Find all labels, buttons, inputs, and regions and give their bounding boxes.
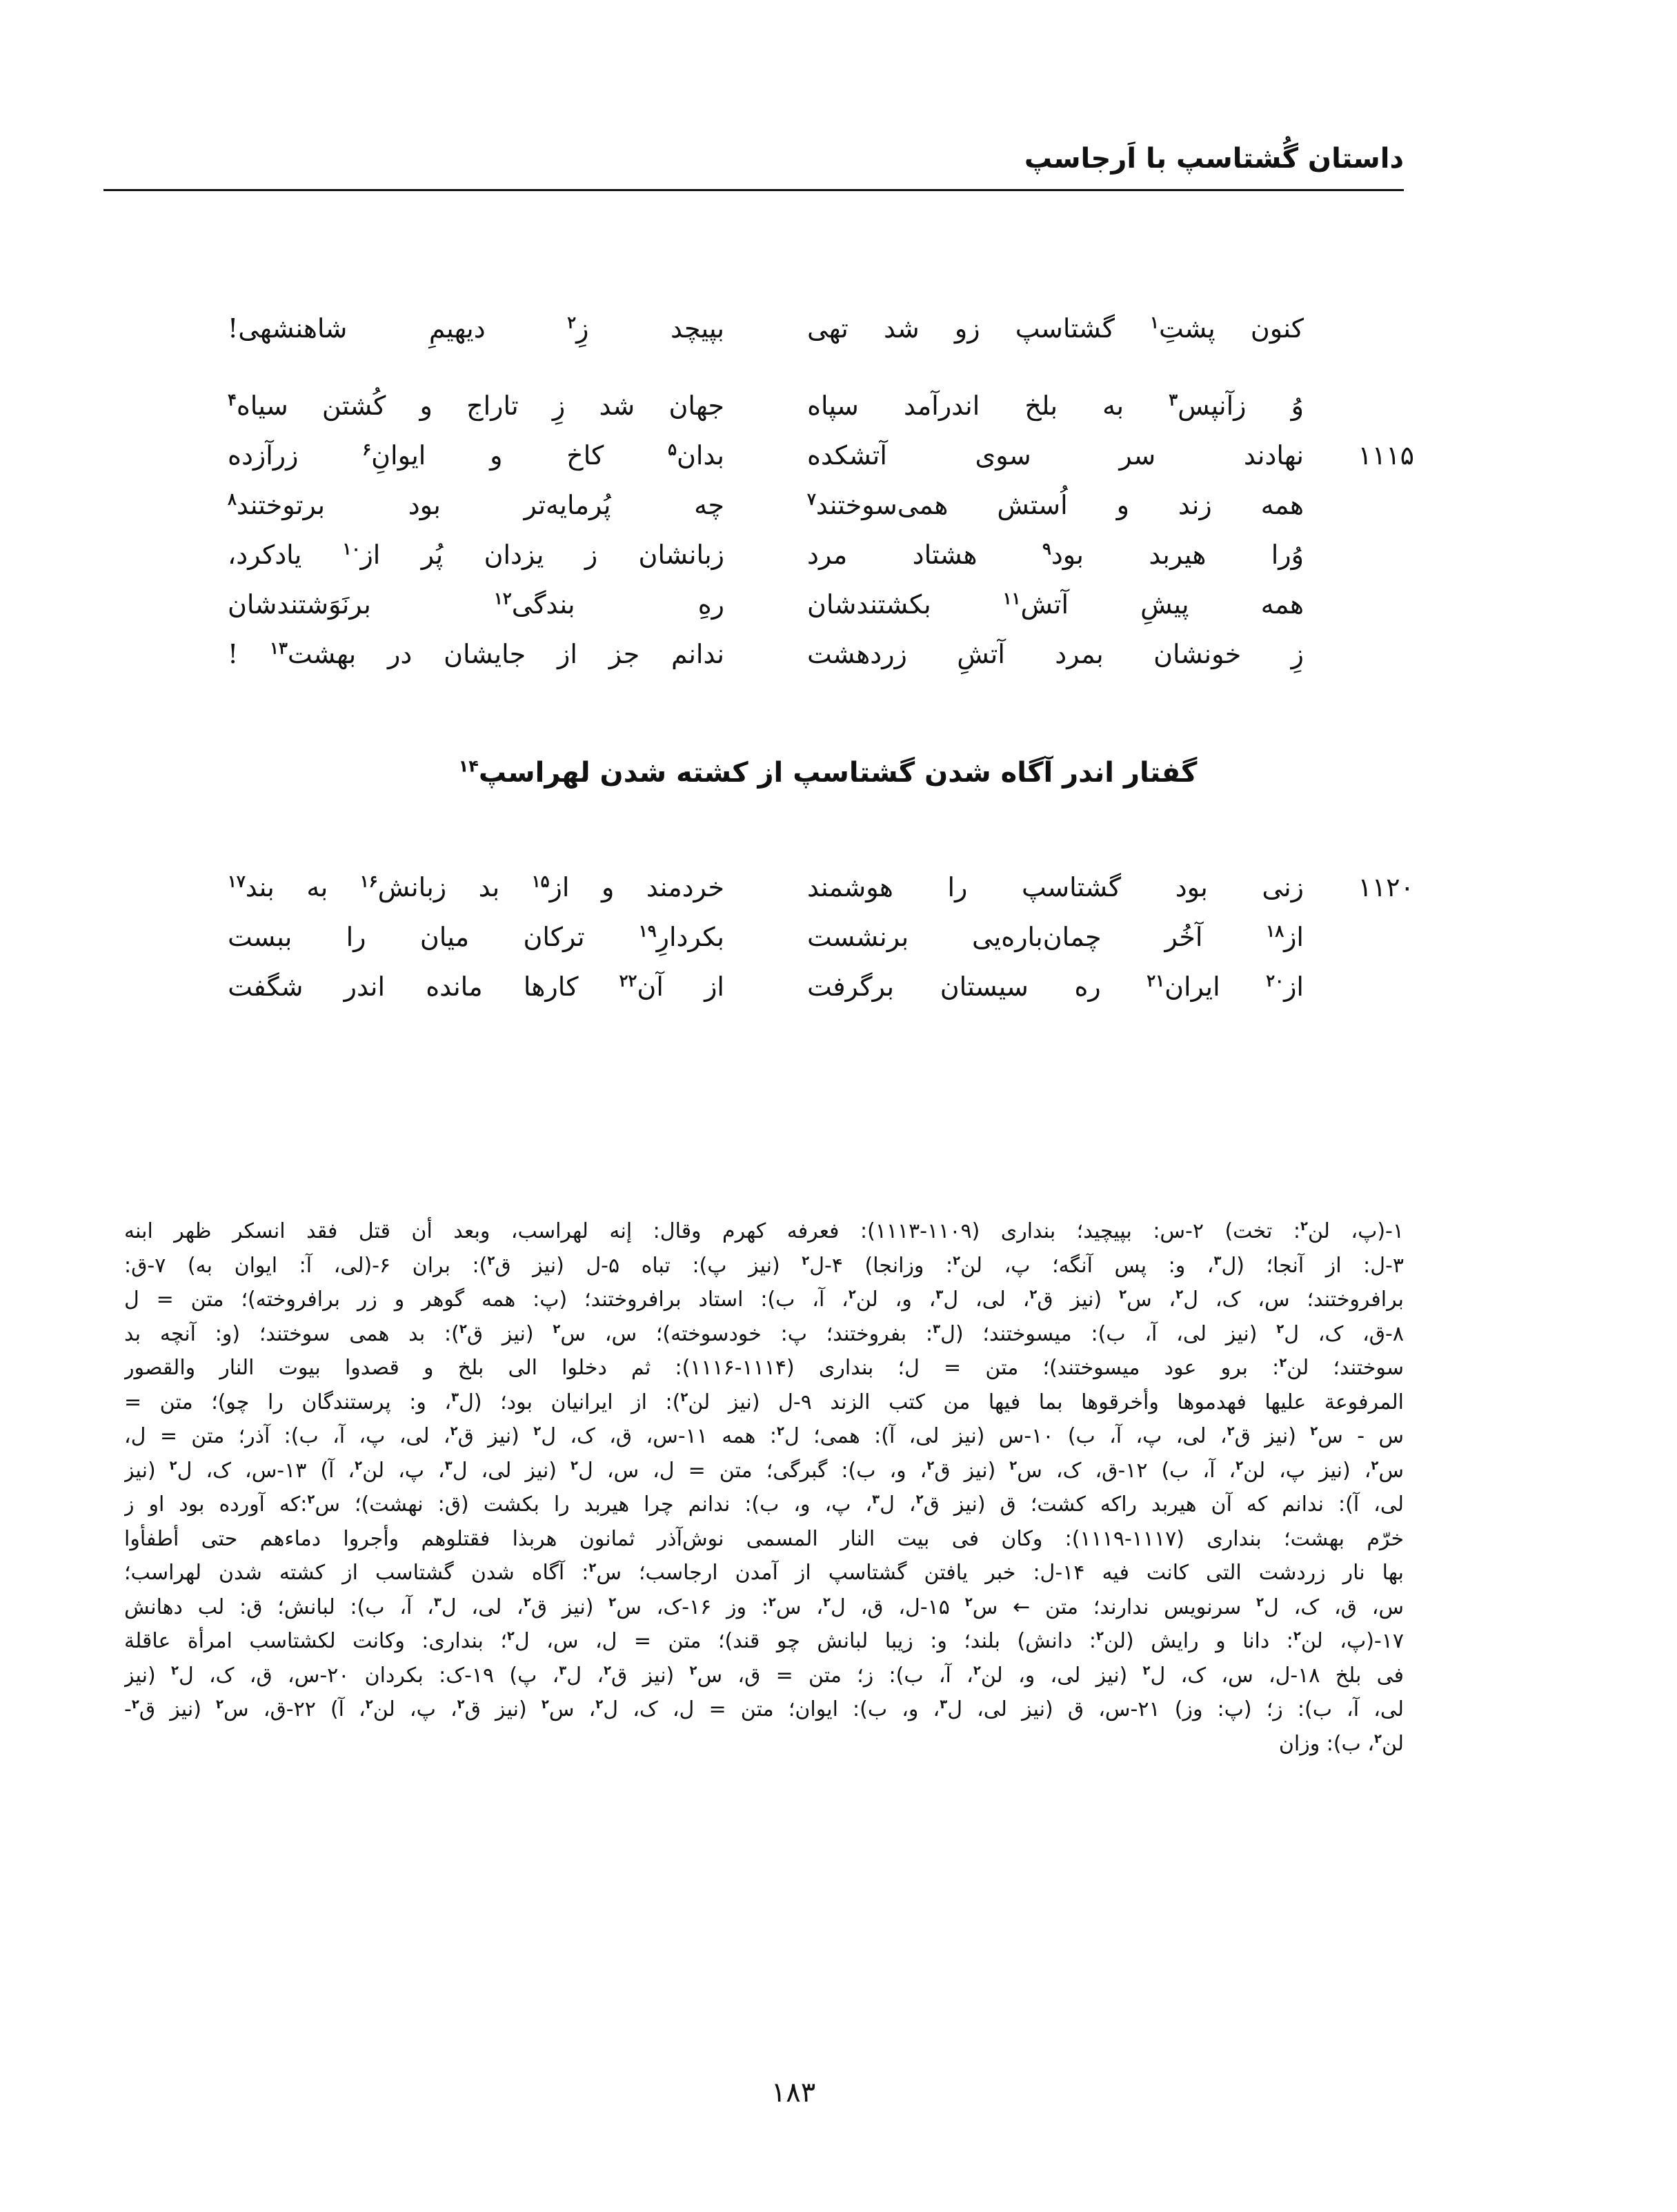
verse-word: ایران$^{۲۱}$ (1147, 970, 1220, 1002)
footnote-ref[interactable]: ۱ (1150, 312, 1159, 333)
manuscript-index: ۲ (823, 1594, 831, 1610)
verse-word: جهان (668, 391, 724, 421)
verse-word: بکردارِ$^{۱۹}$ (638, 920, 724, 952)
verse-word: سیاه$^۴$ (228, 389, 288, 421)
running-head (103, 138, 1404, 191)
verse-word: و (601, 872, 615, 902)
manuscript-index: ۲ (307, 1492, 315, 1507)
hemistich-second (228, 480, 724, 530)
verse-word: و (1116, 490, 1129, 520)
verse-line (228, 304, 1304, 353)
verse-word: در (388, 639, 413, 669)
verse-word: بود (408, 490, 441, 520)
verse-word: یزدان (484, 540, 544, 570)
footnote-ref[interactable]: ۹ (1042, 538, 1051, 559)
verse-word: برگرفت (807, 971, 895, 1002)
manuscript-index: ۲ (570, 1458, 579, 1473)
verse-word: پشتِ$^۱$ (1150, 312, 1215, 344)
footnote-ref[interactable]: ۷ (807, 488, 816, 509)
manuscript-index: ۲ (1293, 1629, 1301, 1643)
verse-word: اندرآمد (903, 391, 980, 421)
footnote-line: بها نار زردشت التی کانت فیه ۱۴-ل: خبر یافتن گشتاسپ از آمدن ارجاسب؛ س$^۲$: آگاه شدن گشتاسب از کشته شدن لهراسب؛ (124, 1561, 1404, 1585)
manuscript-index: ۲ (1119, 1287, 1127, 1302)
manuscript-index: ۲ (506, 1629, 515, 1643)
verse-word: وُرا (1271, 540, 1304, 570)
verse-word: میان (419, 922, 470, 952)
hemistich-first (807, 629, 1304, 679)
hemistich-first (807, 381, 1304, 431)
verse-word: برنَوَشتندشان (228, 589, 371, 620)
manuscript-index: ۲ (487, 1253, 495, 1268)
verse-word: بلخ (1024, 391, 1058, 421)
footnote-line: لی، آ): ندانم که آن هیربد راکه کشت؛ ق (نیز ق$^۲$، ل$^۳$، پ، و، ب): ندانم چرا هیربد را بکشت (ق: نهشت)؛ س$^۲$:که آورده بود او ز (124, 1492, 1404, 1517)
manuscript-index: ۲ (776, 1424, 784, 1439)
verse-word: تهی (807, 313, 849, 344)
footnote-line: س - س$^۲$ (نیز ق$^۲$، لی، پ، آ، ب) ۱۰-س (نیز لی، آ): همی؛ ل$^۲$: همه ۱۱-س، ق، ک، ل$^۲$ (نیز ق$^۲$، لی، پ، آ، ب): آذر؛ متن = ل، (124, 1424, 1404, 1448)
verse-line (228, 629, 1304, 679)
verse-word: زِ (552, 391, 566, 421)
manuscript-index: ۲ (1227, 1424, 1235, 1439)
manuscript-index: ۲ (1310, 1424, 1318, 1439)
footnote-ref[interactable]: ۴ (228, 389, 237, 410)
footnote-line: لی، آ، ب): ز؛ (پ: وز) ۲۱-س، ق (نیز لی، ل$^۳$، و، ب): ایوان؛ متن = ل، ک، ل$^۲$، س$^۲$ (نیز ق$^۲$، پ، لن$^۲$، آ) ۲۲-ق، س$^۲$ (نیز ق$^۲$- (124, 1697, 1404, 1721)
verse-word: سیستان (940, 971, 1029, 1002)
verse-word: زردهشت (807, 639, 907, 669)
footnote-ref[interactable]: ۵ (668, 439, 677, 460)
verse-word: برنشست (807, 922, 909, 952)
footnote-line: ۳-ل: از آنجا؛ (ل$^۳$، و: پس آنگه؛ پ، لن$^۲$: وزانجا) ۴-ل$^۲$ (نیز پ): تباه ۵-ل (نیز ق$^۲$): بران ۶-(لی، آ: ایوان به) ۷-ق: (124, 1253, 1404, 1278)
footnote-ref[interactable]: ۲ (567, 312, 577, 333)
verse-word: خونشان (1153, 639, 1242, 669)
footnote-ref[interactable]: ۱۲ (494, 588, 512, 609)
verse-line (228, 381, 1304, 431)
verse-word: ببست (228, 922, 292, 952)
verse-word: خردمند (646, 872, 724, 902)
verse-word: ندانم (671, 639, 724, 669)
hemistich-first (807, 480, 1304, 530)
manuscript-index: ۲ (680, 1390, 688, 1405)
footnote-line: ۱۷-(پ، لن$^۲$: دانا و رایش (لن$^۲$: دانش) بلند؛ و: زیبا لبانش چو قند)؛ متن = ل، س، ل$^۲$؛ بنداری: وکانت لکشتاسب امرأة عاقلة (124, 1629, 1404, 1653)
hemistich-first (807, 304, 1304, 353)
verse-word: جز (608, 639, 640, 669)
verse-word: ز (584, 540, 598, 570)
verse-word: به (1102, 391, 1124, 421)
manuscript-index: ۳ (444, 1458, 453, 1473)
verse-word: جایشان (444, 639, 526, 669)
footnote-ref[interactable]: ۶ (362, 439, 372, 460)
footnote-ref[interactable]: ۸ (228, 488, 237, 509)
verse-number: ۱۱۱۵ (1358, 440, 1414, 471)
hemistich-second (228, 304, 724, 353)
verse-word: بد (478, 872, 500, 902)
verse-word: شد (599, 391, 635, 421)
manuscript-index: ۲ (170, 1663, 179, 1678)
footnote-ref[interactable]: ۱۹ (638, 920, 657, 941)
manuscript-index: ۲ (553, 1321, 561, 1336)
verse-word: بهشت$^{۱۳}$ (270, 638, 357, 669)
manuscript-index: ۲ (595, 1697, 604, 1712)
footnote-line: برافروختند؛ س، ک، ل$^۲$، س$^۲$ (نیز ق$^۲$، لی، ل$^۳$، و، لن$^۲$، آ، ب): استاد برافروختند؛ (پ: همه گوهر و زر برافروخته)؛ متن = ل (124, 1287, 1404, 1312)
hemistich-second (228, 629, 724, 679)
hemistich-first (807, 431, 1304, 480)
footnote-ref[interactable]: ۱۳ (270, 638, 288, 658)
page-number: ۱۸۳ (771, 2077, 816, 2109)
footnote-ref[interactable]: ۱۰ (342, 538, 361, 559)
manuscript-index: ۲ (964, 1594, 973, 1610)
verse-word: زند (1178, 490, 1212, 520)
hemistich-second (228, 912, 724, 962)
hemistich-second (228, 962, 724, 1011)
verse-word: رهِ (697, 589, 724, 620)
footnote-line: المرفوعة علیها فهدموها وأخرقوها بما فیها من کتب الزند ۹-ل (نیز لن$^۲$): از ایرانیان بود؛ (ل$^۳$، و: پرستندگان را چو)؛ متن = (124, 1390, 1404, 1414)
verse-word: یادکرد، (228, 540, 302, 570)
footnote-ref[interactable]: ۱۵ (531, 871, 550, 891)
manuscript-index: ۲ (523, 1594, 531, 1610)
verse-word: را (947, 872, 968, 902)
hemistich-second (228, 431, 724, 480)
verse-line (228, 480, 1304, 530)
verse-word: از (704, 971, 724, 1002)
verse-word: کُشتن (321, 391, 386, 421)
manuscript-index: ۲ (1300, 1219, 1308, 1234)
manuscript-index: ۲ (953, 1253, 961, 1268)
verse-word: کنون (1250, 313, 1304, 344)
manuscript-index: ۲ (533, 1424, 542, 1439)
manuscript-index: ۲ (355, 1458, 363, 1473)
verse-word: اندر (344, 971, 386, 1002)
section-heading-text: گفتار اندر آگاه شدن گشتاسپ از کشته شدن لهراسپ (478, 757, 1198, 789)
verse-word: بدان$^۵$ (668, 439, 724, 471)
verse-word: را (346, 922, 366, 952)
verse-word: زِ$^۲$ (567, 312, 589, 344)
verse-word: زنی (1262, 872, 1304, 902)
verse-word: از (557, 639, 577, 669)
footnote-line: لن$^۲$، ب): وزان (1278, 1731, 1404, 1756)
verse-word: سوی (975, 440, 1031, 471)
verse-word: زآنپس$^۳$ (1169, 389, 1247, 421)
verse-word: همه (1260, 490, 1304, 520)
manuscript-index: ۲ (926, 1458, 935, 1473)
hemistich-second (228, 530, 724, 580)
footnote-line: س، ق، ک، ل$^۲$ سرنویس ندارند؛ متن ← س$^۲$ ۱۵-ل، ق، ل$^۲$، س$^۲$: وز ۱۶-ک، س$^۲$ (نیز ق$^۲$، لی، ل$^۳$، آ، ب): لبانش؛ ق: لب دهانش (124, 1594, 1404, 1619)
verse-word: سپاه (807, 391, 859, 421)
verse-word: زو (954, 313, 980, 344)
verse-line (228, 912, 1304, 962)
verse-word: بند$^{۱۷}$ (228, 871, 275, 902)
verse-line (228, 431, 1414, 480)
verse-word: مرد (807, 540, 848, 570)
manuscript-index: ۳ (935, 1287, 944, 1302)
manuscript-index: ۲ (1236, 1458, 1244, 1473)
verse-block-2 (228, 862, 1414, 1011)
manuscript-index: ۲ (1009, 1458, 1018, 1473)
verse-word: هوشمند (807, 872, 893, 902)
verse-word: از$^{۱۸}$ (1266, 920, 1304, 952)
hemistich-second (228, 862, 724, 912)
manuscript-index: ۲ (608, 1594, 617, 1610)
footnotes (124, 1214, 1404, 1761)
manuscript-index: ۲ (689, 1663, 697, 1678)
manuscript-index: ۲ (216, 1697, 224, 1712)
manuscript-index: ۲ (1142, 1663, 1151, 1678)
hemistich-second (228, 580, 724, 629)
verse-word: همه (1260, 589, 1304, 620)
manuscript-index: ۲ (1371, 1458, 1379, 1473)
verse-word: شاهنشهی! (228, 313, 348, 344)
manuscript-index: ۳ (872, 1492, 880, 1507)
manuscript-index: ۲ (973, 1663, 981, 1678)
verse-word: اُستش (997, 490, 1068, 520)
manuscript-index: ۲ (1256, 1594, 1264, 1610)
verse-word: کارها (523, 971, 579, 1002)
footnote-line: س$^۲$، (نیز پ، لن$^۲$، آ، ب) ۱۲-ق، ک، س$^۲$ (نیز ق$^۲$، و، ب): گبرگی؛ متن = ل، س، ل$^۲$ (نیز لی، ل$^۳$، پ، لن$^۲$، آ) ۱۳-س، ک، ل$^۲$ (نیز (124, 1458, 1404, 1483)
verse-word: به (306, 872, 328, 902)
hemistich-first (807, 530, 1304, 580)
verse-word: زرآزده (228, 440, 299, 471)
hemistich-first (807, 580, 1304, 629)
manuscript-index: ۲ (1029, 1287, 1038, 1302)
verse-word: همی‌سوختند$^۷$ (807, 488, 949, 520)
verse-word: ! (228, 639, 239, 669)
manuscript-index: ۲ (169, 1458, 177, 1473)
verse-word: دیهیمِ (428, 313, 486, 344)
verse-word: چمان‌باره‌یی (972, 922, 1102, 952)
section-heading-footnote-ref[interactable]: ۱۴ (458, 756, 479, 776)
verse-word: گشتاسپ (1015, 313, 1115, 344)
verse-word: پُر (421, 540, 444, 570)
verse-number: ۱۱۲۰ (1358, 872, 1414, 902)
hemistich-first (807, 862, 1304, 912)
hemistich-second (228, 381, 724, 431)
verse-word: هیربد (1149, 540, 1207, 570)
verse-word: بود$^۹$ (1042, 538, 1084, 570)
verse-word: از$^{۱۰}$ (342, 538, 381, 570)
manuscript-index: ۳ (933, 1321, 941, 1336)
verse-word: از$^{۲۰}$ (1266, 970, 1304, 1002)
verse-word: ترکان (523, 922, 585, 952)
header-rule (103, 189, 1404, 191)
footnote-line: خرّم بهشت؛ بنداری (۱۱۱۷-۱۱۱۹): وکان فی بیت النار المسمی نوش‌آذر ثمانون هربذا فقتلوهم وأجروا دماءهم حتی أطفأوا (124, 1526, 1404, 1551)
hemistich-first (807, 962, 1304, 1011)
footnote-ref[interactable]: ۱۷ (228, 871, 246, 891)
manuscript-index: ۲ (1175, 1287, 1184, 1302)
verse-word: کاخ (566, 440, 604, 471)
verse-word: شد (883, 313, 920, 344)
verse-word: ره (1074, 971, 1101, 1002)
verse-word: پُرمایه‌تر (524, 490, 611, 520)
verse-word: آتشکده (807, 440, 887, 471)
verse-line (228, 530, 1304, 580)
manuscript-index: ۲ (365, 1697, 373, 1712)
manuscript-index: ۲ (1374, 1731, 1382, 1746)
manuscript-index: ۲ (588, 1561, 597, 1575)
verse-word: بندگی$^{۱۲}$ (494, 588, 575, 620)
verse-word: آخُر (1164, 922, 1203, 952)
manuscript-index: ۳ (940, 1697, 948, 1712)
manuscript-index: ۳ (433, 1594, 441, 1610)
manuscript-index: ۲ (541, 1697, 549, 1712)
verse-word: بپیچد (671, 313, 724, 344)
verse-line (228, 580, 1304, 629)
footnote-line: ۱-(پ، لن$^۲$: تخت) ۲-س: بپیچید؛ بنداری (۱۱۰۹-۱۱۱۳): فعرفه کهرم وقال: إنه لهراسب، وبعد أن قتل فقد انسکر ظهر ابنه (124, 1219, 1404, 1243)
verse-word: شگفت (228, 971, 304, 1002)
footnote-ref[interactable]: ۳ (1169, 389, 1178, 410)
verse-block-1 (228, 304, 1414, 679)
verse-word: تاراج (466, 391, 519, 421)
manuscript-index: ۳ (451, 1390, 459, 1405)
verse-word: برتوختند$^۸$ (228, 488, 326, 520)
verse-word: و (419, 391, 433, 421)
manuscript-index: ۲ (457, 1697, 465, 1712)
verse-word: بمرد (1055, 639, 1104, 669)
verse-word: وُ (1291, 391, 1304, 421)
manuscript-index: ۳ (1213, 1253, 1222, 1268)
verse-word: زِ (1291, 639, 1304, 669)
footnote-line: فی بلخ ۱۸-ل، س، ک، ل$^۲$ (نیز لی، و، لن$^۲$، آ، ب): ز؛ متن = ق، س$^۲$ (نیز ق$^۲$، ل$^۳$، پ) ۱۹-ک: بکردان ۲۰-س، ق، ک، ل$^۲$ (نیز (124, 1663, 1404, 1688)
verse-word: گشتاسپ (1021, 872, 1122, 902)
verse-word: زبانشان (638, 540, 724, 570)
manuscript-index: ۳ (559, 1663, 567, 1678)
verse-word: و (490, 440, 503, 471)
footnote-ref[interactable]: ۱۸ (1266, 920, 1284, 941)
verse-word: آتش$^{۱۱}$ (1002, 588, 1069, 620)
verse-line (228, 862, 1414, 912)
manuscript-index: ۲ (604, 1663, 612, 1678)
manuscript-index: ۲ (1276, 1321, 1284, 1336)
running-head-title: داستان گُشتاسپ با اَرجاسپ (1024, 143, 1404, 175)
manuscript-index: ۲ (848, 1287, 856, 1302)
verse-word: بود (1175, 872, 1208, 902)
verse-word: هشتاد (912, 540, 978, 570)
manuscript-index: ۲ (768, 1594, 776, 1610)
verse-word: آتشِ (957, 639, 1005, 669)
manuscript-index: ۲ (1096, 1629, 1104, 1643)
verse-word: پیشِ (1140, 589, 1189, 620)
manuscript-index: ۲ (450, 1424, 458, 1439)
verse-line (228, 962, 1304, 1011)
verse-word: مانده (426, 971, 483, 1002)
footnote-ref[interactable]: ۲۰ (1266, 970, 1284, 991)
verse-word: آن$^{۲۲}$ (619, 970, 664, 1002)
footnote-ref[interactable]: ۱۶ (359, 871, 378, 891)
footnote-ref[interactable]: ۲۱ (1147, 970, 1165, 991)
verse-word: سر (1119, 440, 1156, 471)
manuscript-index: ۲ (1279, 1356, 1287, 1370)
verse-word: زبانش$^{۱۶}$ (359, 871, 447, 902)
footnote-ref[interactable]: ۲۲ (619, 970, 637, 991)
footnote-ref[interactable]: ۱۱ (1002, 588, 1021, 609)
hemistich-first (807, 912, 1304, 962)
manuscript-index: ۲ (915, 1492, 924, 1507)
manuscript-index: ۲ (802, 1253, 810, 1268)
verse-word: از$^{۱۵}$ (531, 871, 570, 902)
footnote-line: سوختند؛ لن$^۲$: برو عود میسوختند)؛ متن = ل؛ بنداری (۱۱۱۴-۱۱۱۶): ثم دخلوا الی بلخ و قصدوا بیوت النار والقصور (124, 1356, 1404, 1380)
manuscript-index: ۲ (131, 1697, 139, 1712)
verse-word: بکشتندشان (807, 589, 931, 620)
footnote-line: ۸-ق، ک، ل$^۲$ (نیز لی، آ، ب): میسوختند؛ (ل$^۳$: بفروختند؛ پ: خودسوخته)؛ س، س$^۲$ (نیز ق$^۲$): بد همی سوختند؛ (و: آنچه بد (124, 1321, 1404, 1346)
verse-word: نهادند (1243, 440, 1304, 471)
verse-word: چه (694, 490, 724, 520)
verse-word: ایوانِ$^۶$ (362, 439, 426, 471)
section-heading (345, 745, 1311, 800)
manuscript-index: ۲ (459, 1321, 467, 1336)
